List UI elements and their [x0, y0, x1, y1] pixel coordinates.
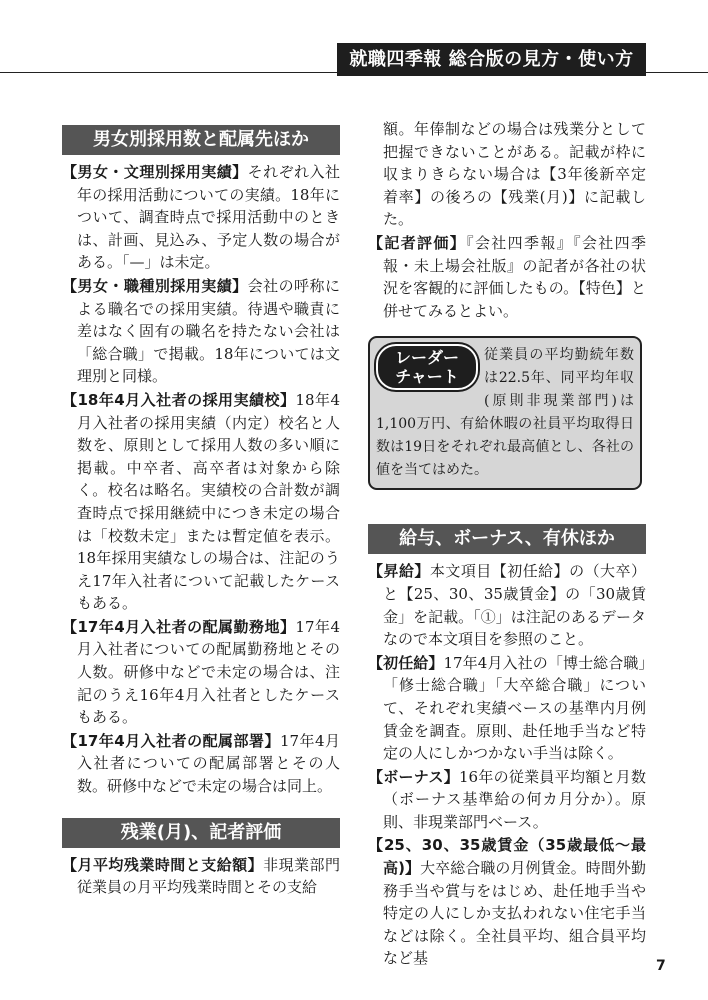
badge-line: レーダー — [394, 348, 459, 368]
entry-text: 16年の従業員平均額と月数（ボーナス基準給の何カ月分か）。原則、非現業部門ベース。 — [383, 767, 646, 831]
section-heading-salary: 給与、ボーナス、有休ほか — [368, 524, 646, 554]
entry-bonus — [368, 766, 646, 834]
entry-term: 【男女・職種別採用実績】 — [62, 276, 248, 295]
page-number: 7 — [656, 958, 666, 974]
running-header: 就職四季報 総合版の見方・使い方 — [337, 43, 646, 76]
continuation-text: 額。年俸制などの場合は残業分として把握できないことがある。記載が枠に収まりきらない場合は【3年後新卒定着率】の後ろの【残業(月)】に記載した。 — [383, 120, 646, 229]
entry-term: 【記者評価】 — [368, 233, 467, 252]
entry-raise — [368, 560, 646, 650]
entry-text: 大卒総合職の月例賃金。時間外勤務手当や賞与をはじめ、赴任地手当や特定の人にしか支払われない住宅手当などは除く。全社員平均、組合員平均など基 — [383, 859, 646, 968]
entry-gender-job-hiring — [62, 275, 340, 388]
entry-text: 18年4月入社者の採用実績（内定）校名と人数を、原則として採用人数の多い順に掲載。中卒者、高卒者は対象から除く。校名は略名。実績校の合計数が調査時点で採用継続中につき未定の場合は「校数未定」または暫定値を表示。18年採用実績なしの場合は、注記のうえ17年入社者について記載したケースもある。 — [77, 390, 340, 613]
entry-age-wages — [368, 834, 646, 970]
radar-chart-badge — [376, 344, 478, 390]
entry-text: 会社の呼称による職名での採用実績。待遇や職責に差はなく固有の職名を持たない会社は「総合職」で掲載。18年については文理別と同様。 — [77, 276, 340, 386]
entry-text: 『会社四季報』『会社四季報・未上場会社版』の記者が各社の状況を客観的に評価したもの。【特色】と併せてみるとよい。 — [383, 233, 646, 320]
entry-text: 非現業部門従業員の月平均残業時間とその支給 — [77, 855, 340, 897]
entry-text: 17年4月入社者についての配属勤務地とその人数。研修中などで未定の場合は、注記のうえ16年4月入社者としたケースもある。 — [77, 617, 340, 727]
entry-term: 【ボーナス】 — [368, 767, 459, 786]
entry-term: 【男女・文理別採用実績】 — [62, 163, 248, 181]
entry-overtime — [62, 854, 340, 899]
entry-gender-major-hiring — [62, 161, 340, 274]
entry-starting-salary — [368, 652, 646, 765]
callout-text: 従業員の平均勤続年数は22.5年、同平均年収(原則非現業部門)は1,100万円、有給休暇の社員平均取得日数は19日をそれぞれ最高値とし、各社の値を当てはめた。 — [376, 347, 634, 479]
entry-text: 17年4月入社者についての配属部署とその人数。研修中などで未定の場合は同上。 — [77, 731, 341, 796]
right-column — [368, 118, 646, 971]
entry-reporter-evaluation — [368, 232, 646, 322]
entry-term: 【月平均残業時間と支給額】 — [62, 855, 264, 874]
entry-text: それぞれ入社年の採用活動についての実績。18年について、調査時点で採用活動中のときは、計画、見込み、予定人数の場合がある。「—」は未定。 — [77, 163, 340, 272]
entry-hiring-schools — [62, 389, 340, 615]
entry-term: 【18年4月入社者の採用実績校】 — [62, 390, 296, 409]
radar-chart-callout — [368, 336, 642, 490]
entry-text: 17年4月入社の「博士総合職」「修士総合職」「大卒総合職」について、それぞれ実績ベースの基準内月例賃金を調査。原則、赴任地手当など特定の人にしかつかない手当は除く。 — [383, 653, 646, 763]
entry-text: 本文項目【初任給】の（大卒）と【25、30、35歳賃金】の「30歳賃金」を記載。「①」は注記のあるデータなので本文項目を参照のこと。 — [383, 562, 646, 649]
entry-term: 【初任給】 — [368, 653, 444, 672]
badge-line: チャート — [395, 367, 459, 387]
entry-term: 【17年4月入社者の配属部署】 — [62, 731, 280, 750]
left-column — [62, 125, 340, 900]
entry-term: 【25、30、35歳賃金（35歳最低〜最高)】 — [368, 836, 646, 878]
entry-assigned-location — [62, 616, 340, 729]
entry-assigned-department — [62, 730, 340, 798]
section-heading-overtime: 残業(月)、記者評価 — [62, 818, 340, 848]
entry-term: 【17年4月入社者の配属勤務地】 — [62, 617, 296, 636]
section-heading-hiring: 男女別採用数と配属先ほか — [62, 125, 340, 155]
entry-term: 【昇給】 — [368, 562, 430, 581]
